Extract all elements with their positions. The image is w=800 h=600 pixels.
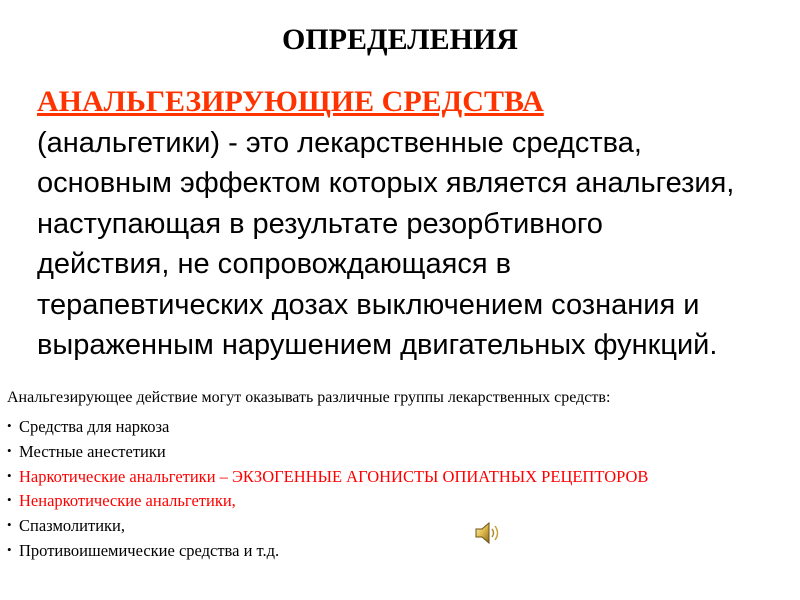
groups-list-item bbox=[7, 488, 797, 513]
groups-list-item bbox=[7, 439, 797, 464]
groups-list-item bbox=[7, 414, 797, 439]
groups-list bbox=[7, 414, 797, 563]
group-label: Средства для наркоза bbox=[19, 417, 170, 436]
group-label: Ненаркотические анальгетики, bbox=[19, 491, 236, 511]
groups-list-item bbox=[7, 464, 797, 489]
definition-paragraph bbox=[37, 82, 787, 366]
bullet-icon: • bbox=[7, 467, 12, 483]
group-label: Противоишемические средства и т.д. bbox=[19, 540, 280, 560]
group-label: Наркотические анальгетики – ЭКЗОГЕННЫЕ АГОНИСТЫ ОПИАТНЫХ РЕЦЕПТОРОВ bbox=[19, 466, 649, 486]
bullet-icon: • bbox=[7, 492, 12, 508]
group-label: Спазмолитики, bbox=[19, 516, 125, 536]
definition-term: АНАЛЬГЕЗИРУЮЩИЕ СРЕДСТВА bbox=[37, 85, 544, 118]
speaker-icon[interactable] bbox=[474, 521, 502, 545]
slide-title: ОПРЕДЕЛЕНИЯ bbox=[282, 23, 518, 56]
groups-list-item bbox=[7, 538, 797, 563]
bullet-icon: • bbox=[7, 541, 12, 557]
bullet-icon: • bbox=[7, 517, 12, 533]
definition-text: (анальгетики) - это лекарственные средства, основным эффектом которых является анальгезия, наступающая в результате резорбтивного действия, не сопровождающаяся в терапевтических дозах выключением сознания и выраженным нарушением двигательных функций. bbox=[37, 126, 735, 361]
bullet-icon: • bbox=[7, 418, 12, 433]
groups-intro: Анальгезирующее действие могут оказывать различные группы лекарственных средств: bbox=[7, 389, 611, 406]
groups-list-item bbox=[7, 513, 797, 538]
bullet-icon: • bbox=[7, 442, 12, 458]
group-label: Местные анестетики bbox=[19, 441, 166, 461]
